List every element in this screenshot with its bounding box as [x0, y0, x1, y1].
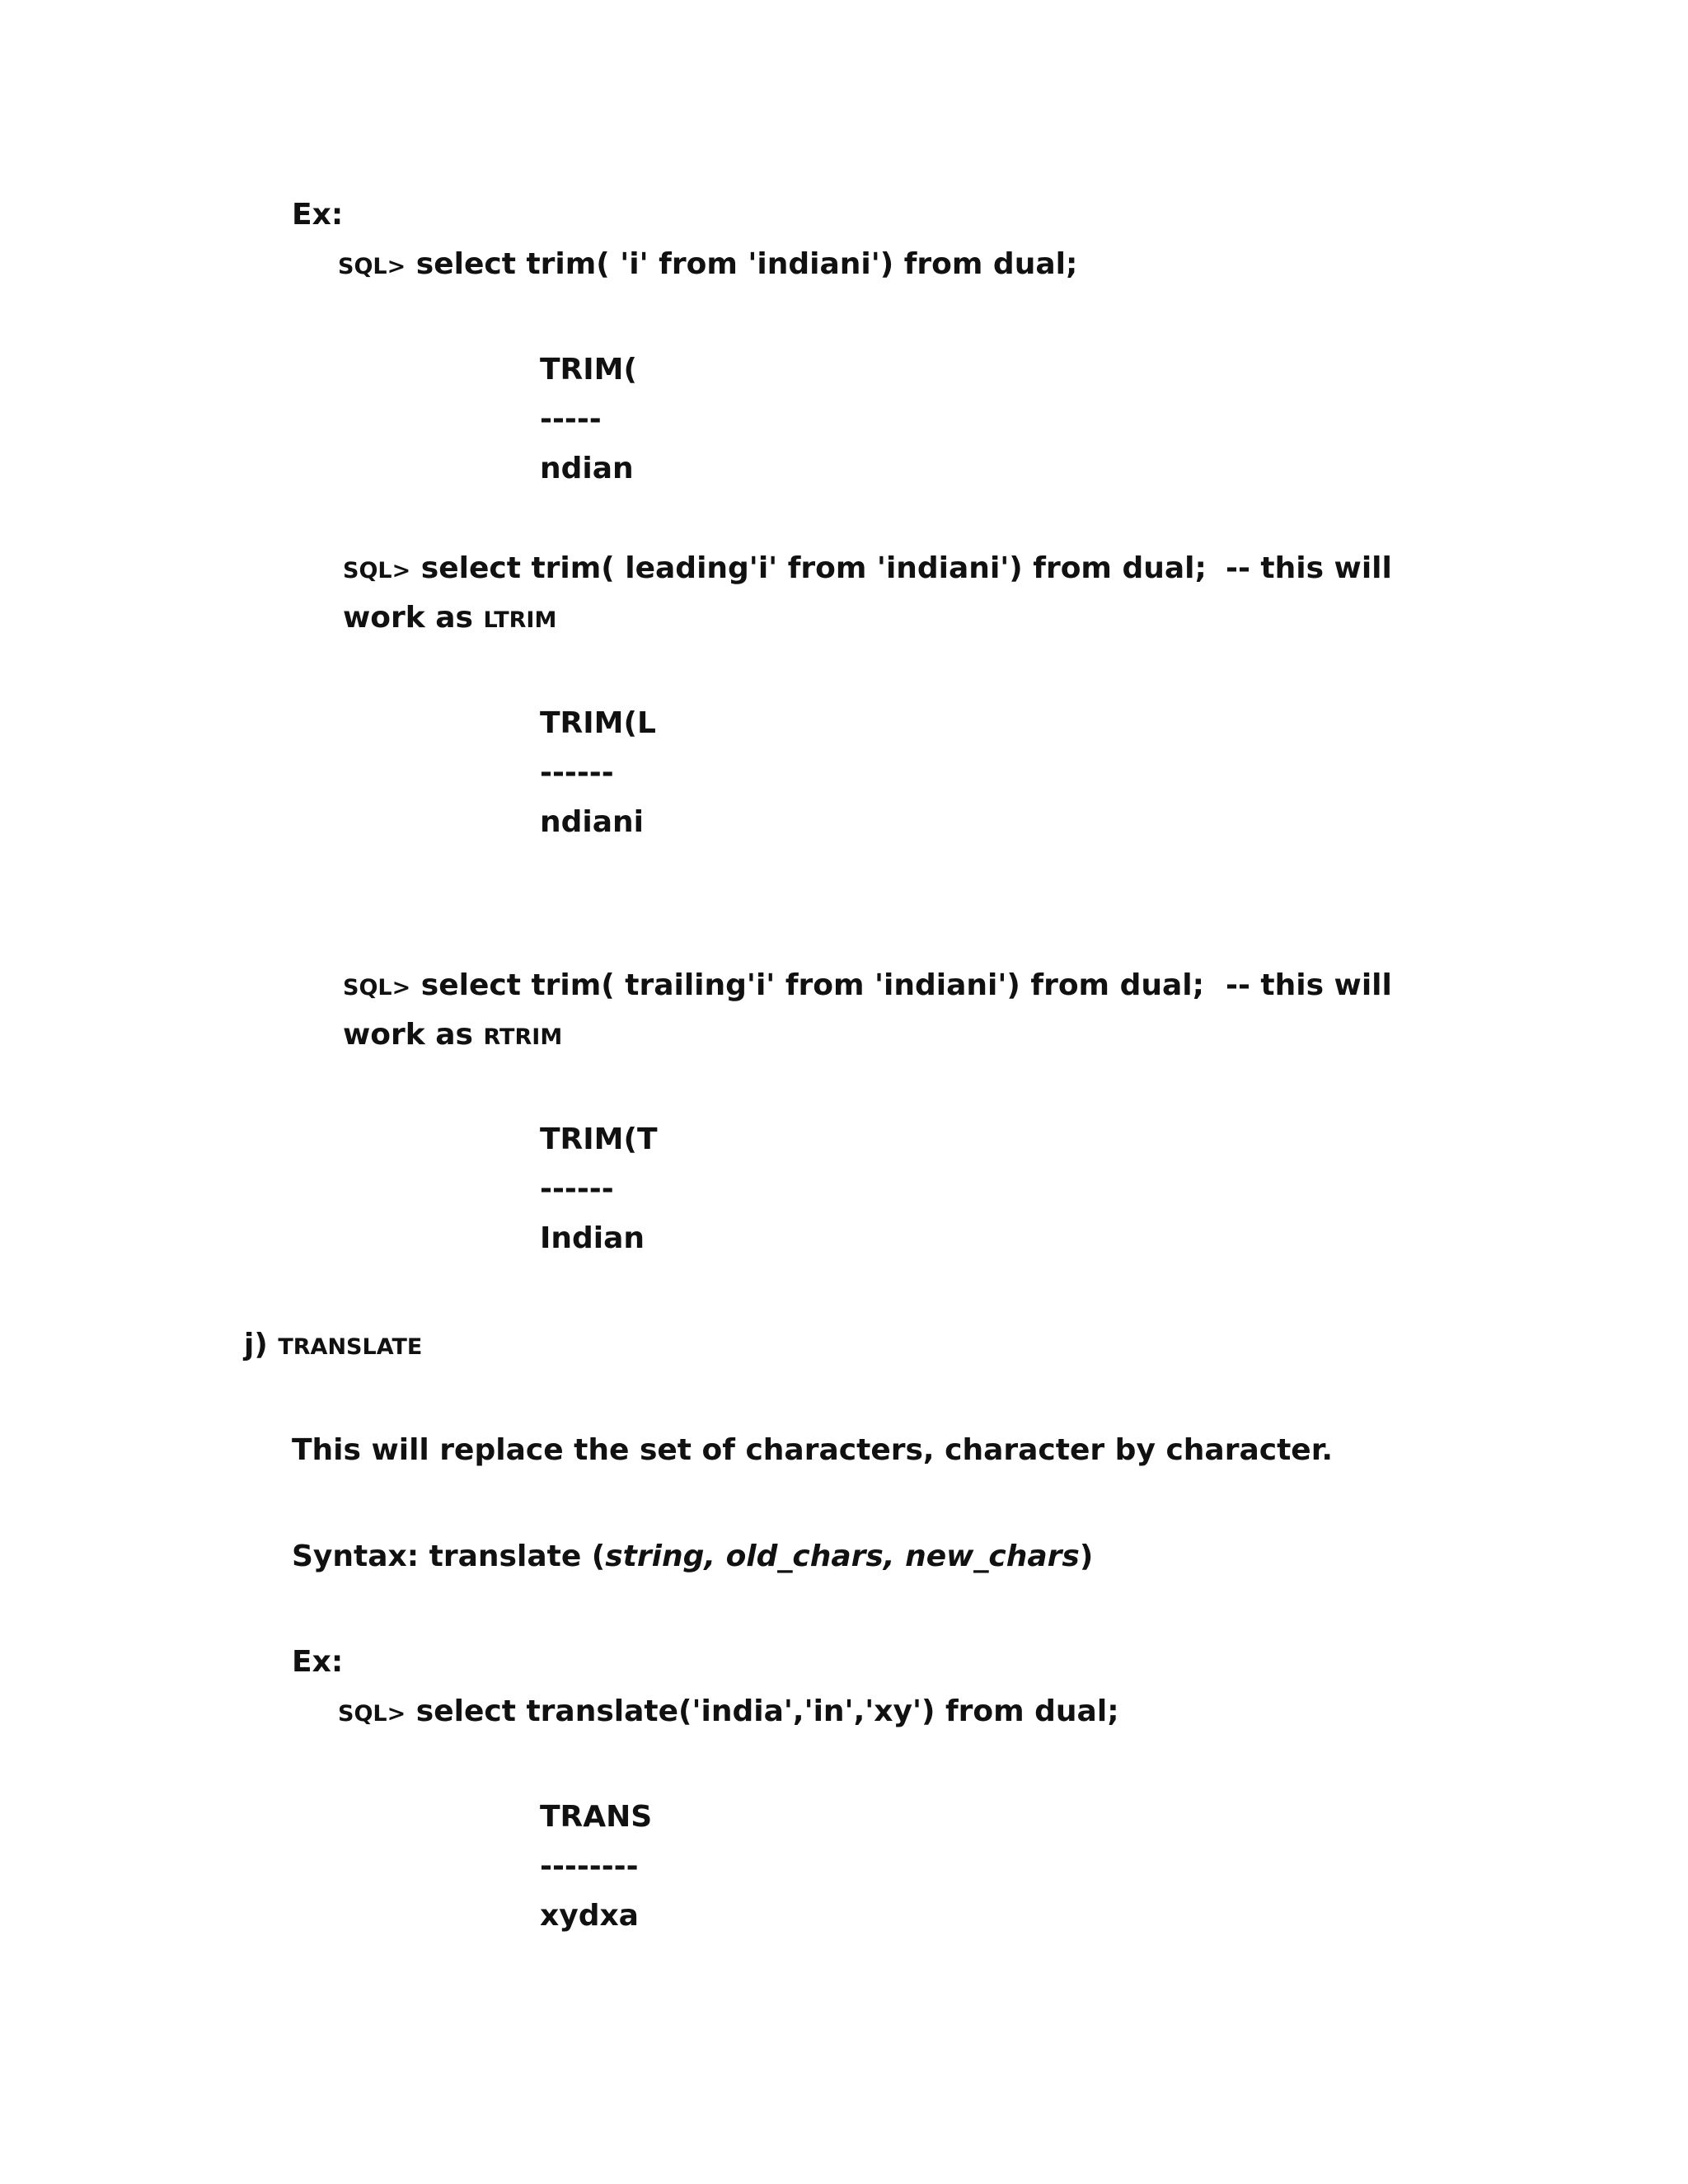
result-column-header: TRANS: [540, 1800, 653, 1834]
example-label: Ex:: [292, 198, 344, 232]
section-heading: [244, 1330, 422, 1360]
sql-comment: -- this will: [1226, 551, 1392, 585]
section-description: This will replace the set of characters, character by character.: [292, 1433, 1334, 1467]
note-text: work as: [343, 601, 484, 635]
example-label: Ex:: [292, 1645, 344, 1679]
result-column-header: TRIM(: [540, 353, 637, 387]
syntax-prefix: Syntax: translate (: [292, 1540, 606, 1573]
result-separator: -----: [540, 402, 602, 436]
function-name: RTRIM: [483, 1024, 563, 1050]
sql-comment-continuation: [343, 603, 556, 633]
result-value: ndian: [540, 452, 634, 485]
result-column-header: TRIM(T: [540, 1122, 658, 1156]
sql-prompt: SQL>: [343, 975, 411, 1001]
sql-comment: -- this will: [1226, 968, 1392, 1002]
syntax-arguments: string, old_chars, new_chars: [605, 1540, 1080, 1573]
note-text: work as: [343, 1018, 484, 1052]
sql-prompt: SQL>: [343, 558, 411, 583]
sql-prompt: SQL>: [338, 254, 406, 279]
sql-query: select trim( leading'i' from 'indiani') from dual;: [410, 551, 1207, 585]
sql-statement: [343, 551, 1207, 585]
sql-query: select translate('india','in','xy') from dual;: [406, 1694, 1119, 1728]
sql-comment-continuation: [343, 1020, 562, 1050]
sql-statement: [343, 968, 1205, 1002]
sql-prompt: SQL>: [338, 1701, 406, 1727]
result-value: xydxa: [540, 1899, 639, 1933]
sql-statement: [338, 1694, 1119, 1728]
result-separator: ------: [540, 1172, 614, 1206]
result-separator: --------: [540, 1849, 639, 1883]
result-value: Indian: [540, 1221, 645, 1255]
sql-query: select trim( 'i' from 'indiani') from dual;: [406, 247, 1078, 281]
result-value: ndiani: [540, 805, 644, 839]
syntax-suffix: ): [1079, 1540, 1094, 1573]
syntax-line: [292, 1542, 1093, 1572]
sql-statement: [338, 247, 1078, 281]
sql-query: select trim( trailing'i' from 'indiani') from dual;: [410, 968, 1205, 1002]
section-title: TRANSLATE: [278, 1334, 423, 1360]
result-column-header: TRIM(L: [540, 706, 656, 740]
function-name: LTRIM: [483, 607, 557, 633]
section-marker: j): [244, 1328, 268, 1361]
result-separator: ------: [540, 756, 614, 790]
